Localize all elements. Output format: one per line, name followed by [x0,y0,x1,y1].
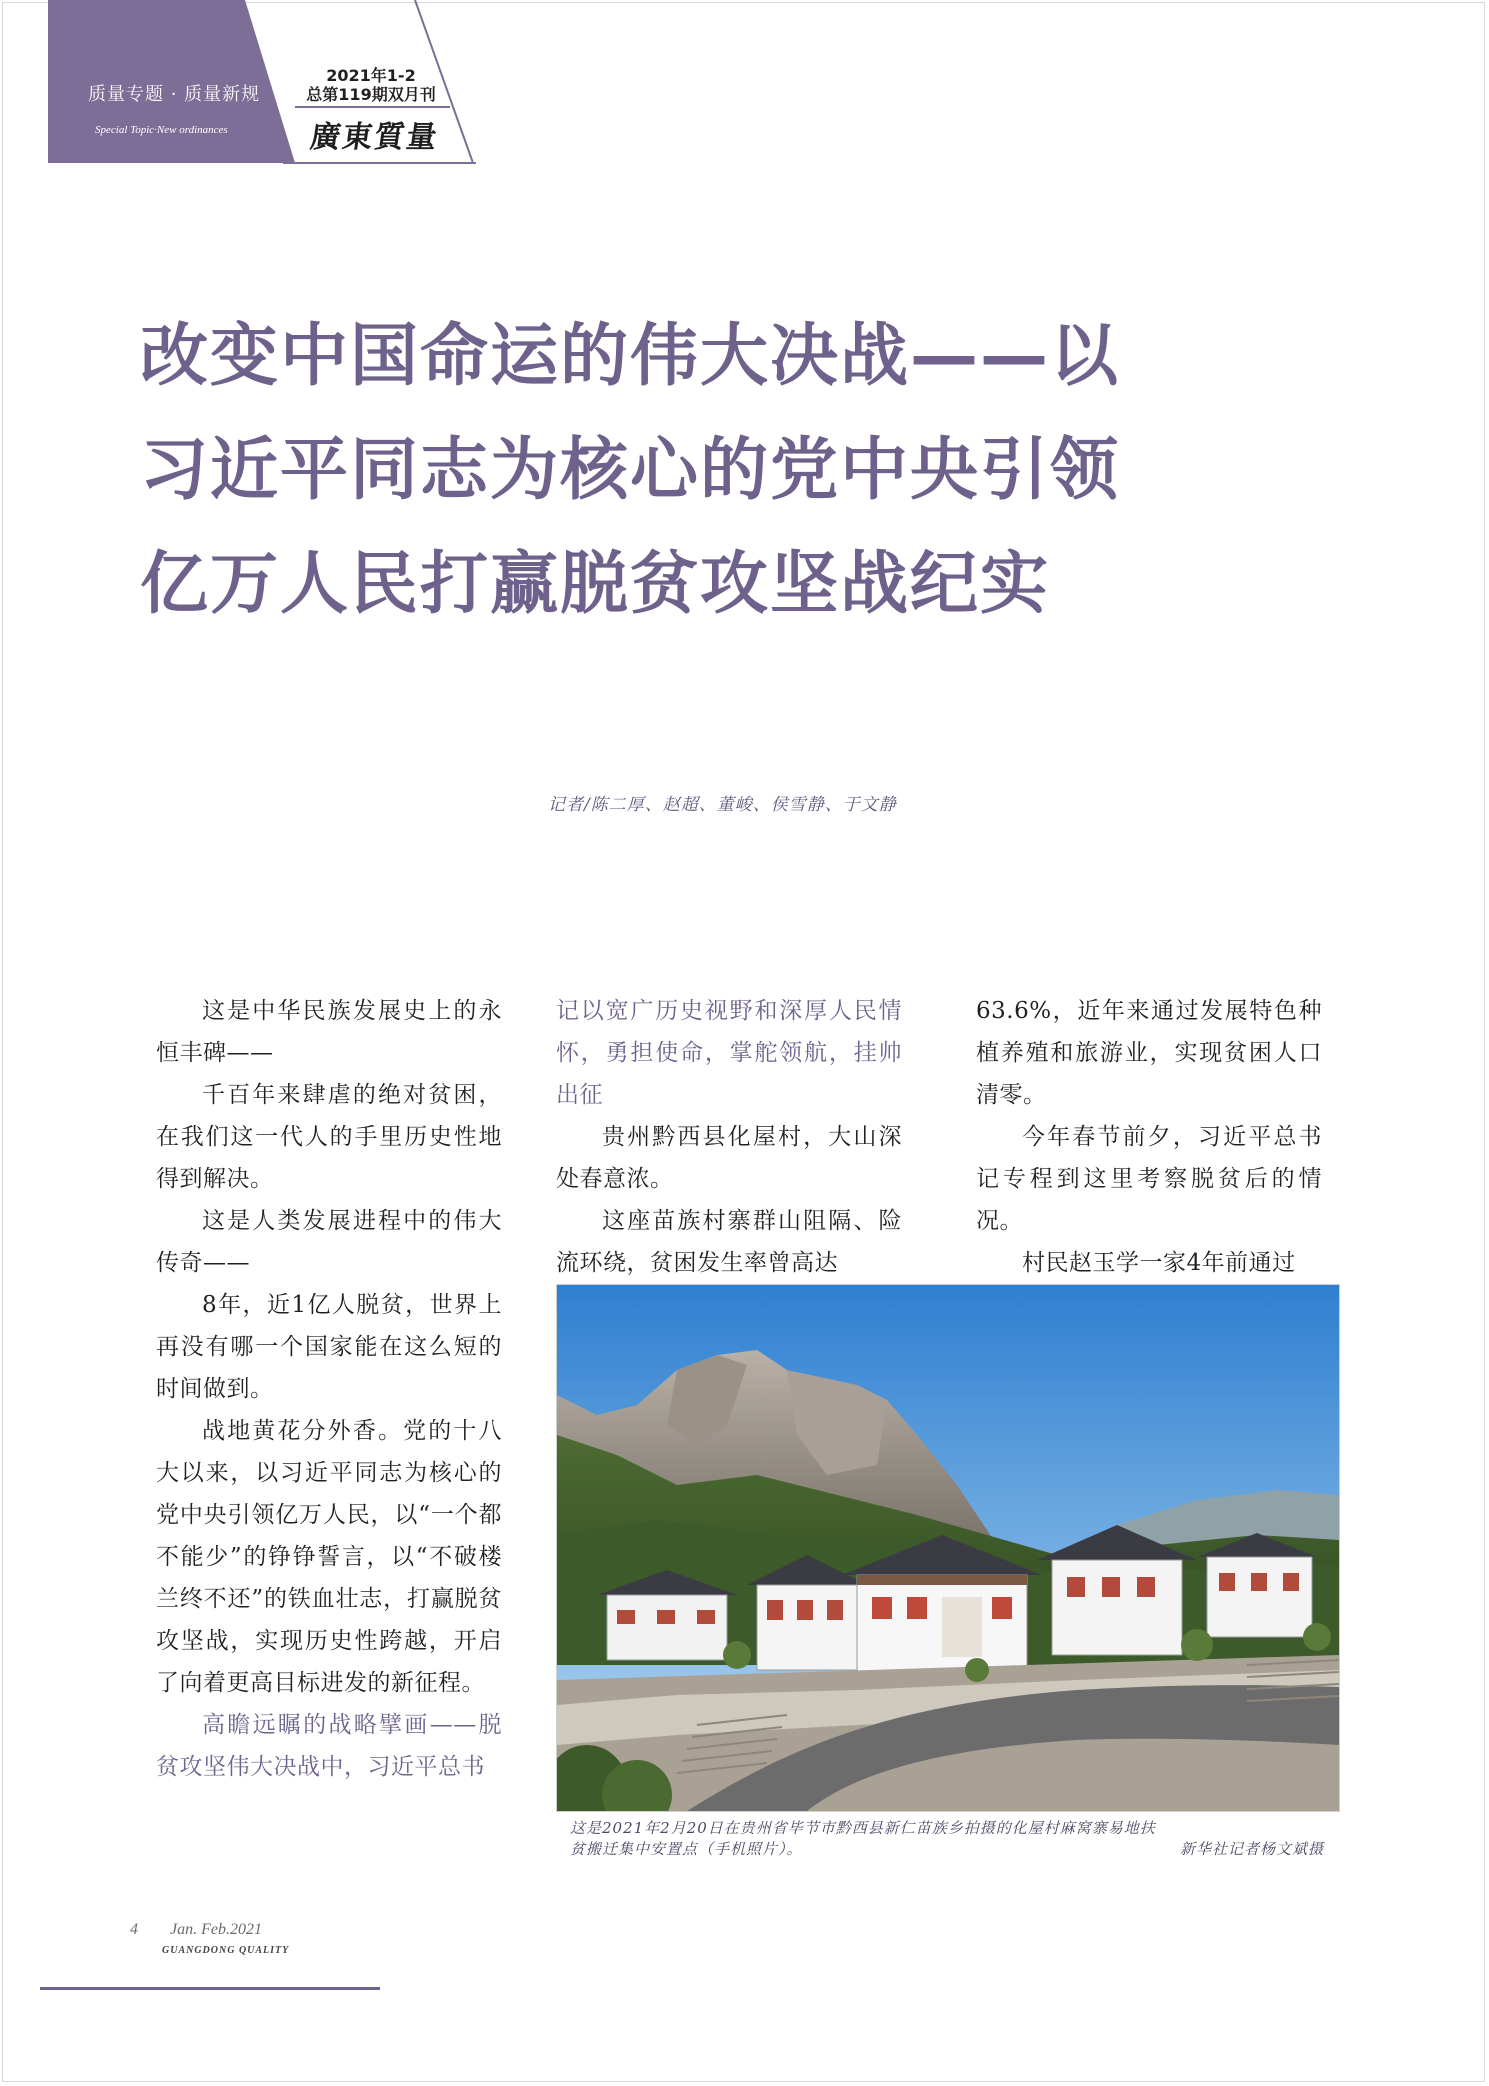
caption-line: 这是2021年2月20日在贵州省毕节市黔西县新仁苗族乡拍摄的化屋村麻窝寨易地扶 [570,1819,1156,1837]
photo-credit: 新华社记者杨文斌摄 [1179,1840,1324,1858]
article-title [140,300,1340,642]
page-number: 4 [130,1921,138,1938]
title-line: 改变中国命运的伟大决战——以 [140,317,1121,396]
title-line: 亿万人民打赢脱贫攻坚战纪实 [140,545,1051,624]
footer-magazine: GUANGDONG QUALITY [162,1945,290,1956]
column-3 [976,990,1322,1284]
header-issue [296,66,446,104]
paragraph: 8年，近1亿人脱贫，世界上再没有哪一个国家能在这么短的时间做到。 [156,1292,502,1402]
paragraph-continued: 63.6%，近年来通过发展特色种植养殖和旅游业，实现贫困人口清零。 [976,998,1322,1108]
paragraph: 村民赵玉学一家4年前通过 [1022,1250,1296,1276]
footer-date: Jan. Feb.2021 [170,1921,262,1938]
paragraph: 战地黄花分外香。党的十八大以来，以习近平同志为核心的党中央引领亿万人民，以“一个都不能少”的铮铮誓言，以“不破楼兰终不还”的铁血壮志，打赢脱贫攻坚战，实现历史性跨越，开启了向着更高目标进发的新征程。 [156,1418,502,1696]
byline: 记者/陈二厚、赵超、董峻、侯雪静、于文静 [548,795,897,815]
paragraph: 千百年来肆虐的绝对贫困，在我们这一代人的手里历史性地得到解决。 [156,1082,502,1192]
column-2 [556,990,902,1284]
title-line: 习近平同志为核心的党中央引领 [140,431,1121,510]
paragraph: 今年春节前夕，习近平总书记专程到这里考察脱贫后的情况。 [976,1124,1322,1234]
paragraph: 贵州黔西县化屋村，大山深处春意浓。 [556,1124,902,1192]
header-category: 质量专题 · 质量新规 [88,84,261,105]
subheading-continued: 记以宽广历史视野和深厚人民情怀，勇担使命，掌舵领航，挂帅出征 [556,998,902,1108]
issue-number: 总第119期双月刊 [306,85,436,104]
paragraph: 这是人类发展进程中的伟大传奇—— [156,1208,502,1276]
magazine-logo: 廣東質量 [308,120,441,155]
paragraph: 这座苗族村寨群山阻隔、险流环绕，贫困发生率曾高达 [556,1208,902,1276]
footer-rule [40,1987,380,1990]
header-category-en: Special Topic·New ordinances [95,124,228,136]
column-1 [156,990,502,1788]
caption-line: 贫搬迁集中安置点（手机照片）。 [570,1840,803,1858]
article-photo [556,1284,1340,1812]
photo-caption [556,1818,1338,1860]
subheading-paragraph: 高瞻远瞩的战略擘画——脱贫攻坚伟大决战中，习近平总书 [156,1712,502,1780]
paragraph: 这是中华民族发展史上的永恒丰碑—— [156,998,502,1066]
issue-date: 2021年1-2 [326,66,416,85]
